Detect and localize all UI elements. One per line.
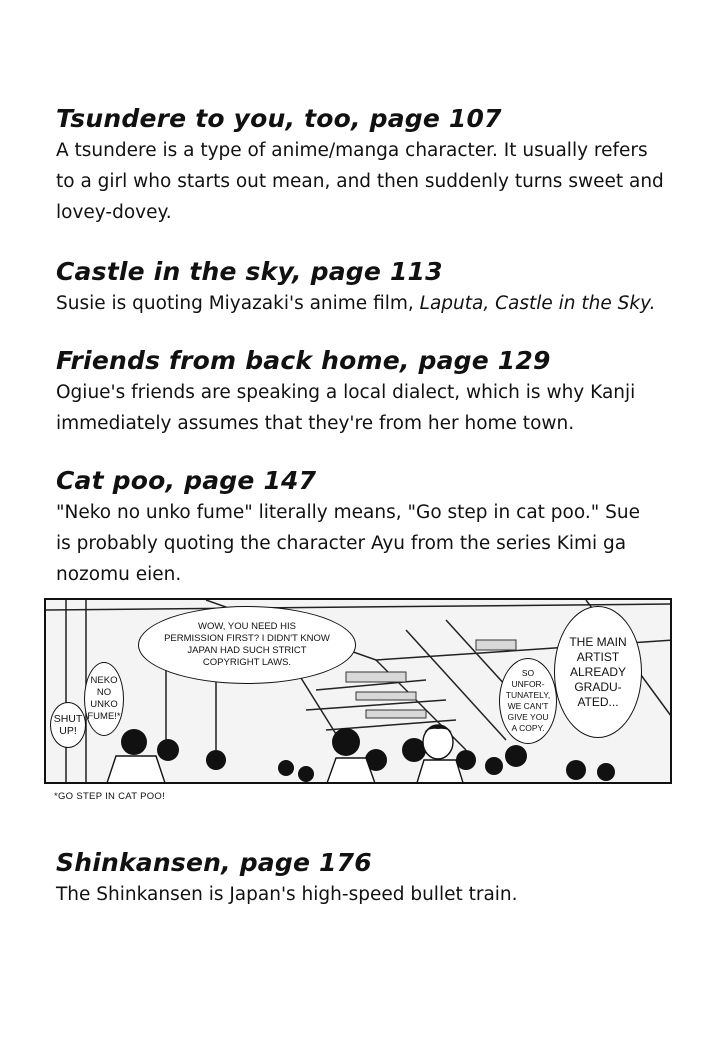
bubble-line: ARTIST — [576, 649, 620, 664]
bubble-line: UNKO — [90, 699, 118, 710]
note-line: nozomu eien. — [56, 564, 182, 585]
bubble-line: COPYRIGHT LAWS. — [202, 657, 292, 668]
note-line: lovey-dovey. — [56, 202, 172, 223]
note-cat-poo — [56, 465, 686, 590]
speech-bubble-copy — [499, 658, 557, 744]
bubble-line: WOW, YOU NEED HIS — [197, 621, 296, 632]
speech-bubble-artist — [554, 606, 642, 738]
bubble-line: WE CAN'T — [507, 701, 549, 711]
panel-footnote: *GO STEP IN CAT POO! — [54, 791, 166, 802]
note-line: Ogiue's friends are speaking a local dialect, which is why Kanji — [56, 382, 636, 403]
film-title: Laputa, Castle in the Sky. — [419, 293, 656, 314]
note-line: The Shinkansen is Japan's high-speed bullet train. — [56, 884, 518, 905]
note-title: Shinkansen, page 176 — [56, 848, 372, 877]
note-text: Susie is quoting Miyazaki's anime film, — [56, 293, 420, 314]
bubble-line: ATED... — [577, 694, 619, 709]
note-line: immediately assumes that they're from her home town. — [56, 413, 575, 434]
speech-bubble-shut-up — [50, 702, 86, 748]
note-line: is probably quoting the character Ayu from the series Kimi ga — [56, 533, 627, 554]
bubble-line: FUME!* — [87, 711, 121, 722]
bubble-line: UNFOR- — [511, 679, 545, 689]
note-line — [56, 288, 686, 319]
note-title: Tsundere to you, too, page 107 — [56, 104, 502, 133]
note-tsundere — [56, 103, 686, 228]
speech-bubble-neko — [84, 662, 124, 736]
manga-panel — [44, 598, 672, 784]
bubble-line: A COPY. — [511, 723, 545, 733]
note-line: "Neko no unko fume" literally means, "Go step in cat poo." Sue — [56, 502, 640, 523]
note-shinkansen — [56, 847, 686, 910]
note-friends — [56, 345, 686, 439]
note-line: to a girl who starts out mean, and then suddenly turns sweet and — [56, 171, 664, 192]
bubble-line: NO — [96, 687, 112, 698]
note-line: A tsundere is a type of anime/manga character. It usually refers — [56, 140, 648, 161]
bubble-line: SHUT — [53, 713, 83, 725]
note-title: Cat poo, page 147 — [56, 466, 317, 495]
speech-bubble-copyright — [138, 606, 356, 684]
bubble-line: PERMISSION FIRST? I DIDN'T KNOW — [164, 633, 330, 644]
bubble-line: TUNATELY, — [505, 690, 551, 700]
bubble-line: JAPAN HAD SUCH STRICT — [187, 645, 307, 656]
note-castle — [56, 256, 686, 319]
bubble-line: SO — [521, 668, 535, 678]
bubble-line: ALREADY — [569, 664, 627, 679]
bubble-line: GIVE YOU — [507, 712, 549, 722]
note-title: Castle in the sky, page 113 — [56, 257, 443, 286]
bubble-line: GRADU- — [574, 679, 622, 694]
bubble-line: NEKO — [90, 675, 118, 686]
note-title: Friends from back home, page 129 — [56, 346, 551, 375]
bubble-line: THE MAIN — [569, 634, 627, 649]
bubble-line: UP! — [59, 725, 77, 737]
